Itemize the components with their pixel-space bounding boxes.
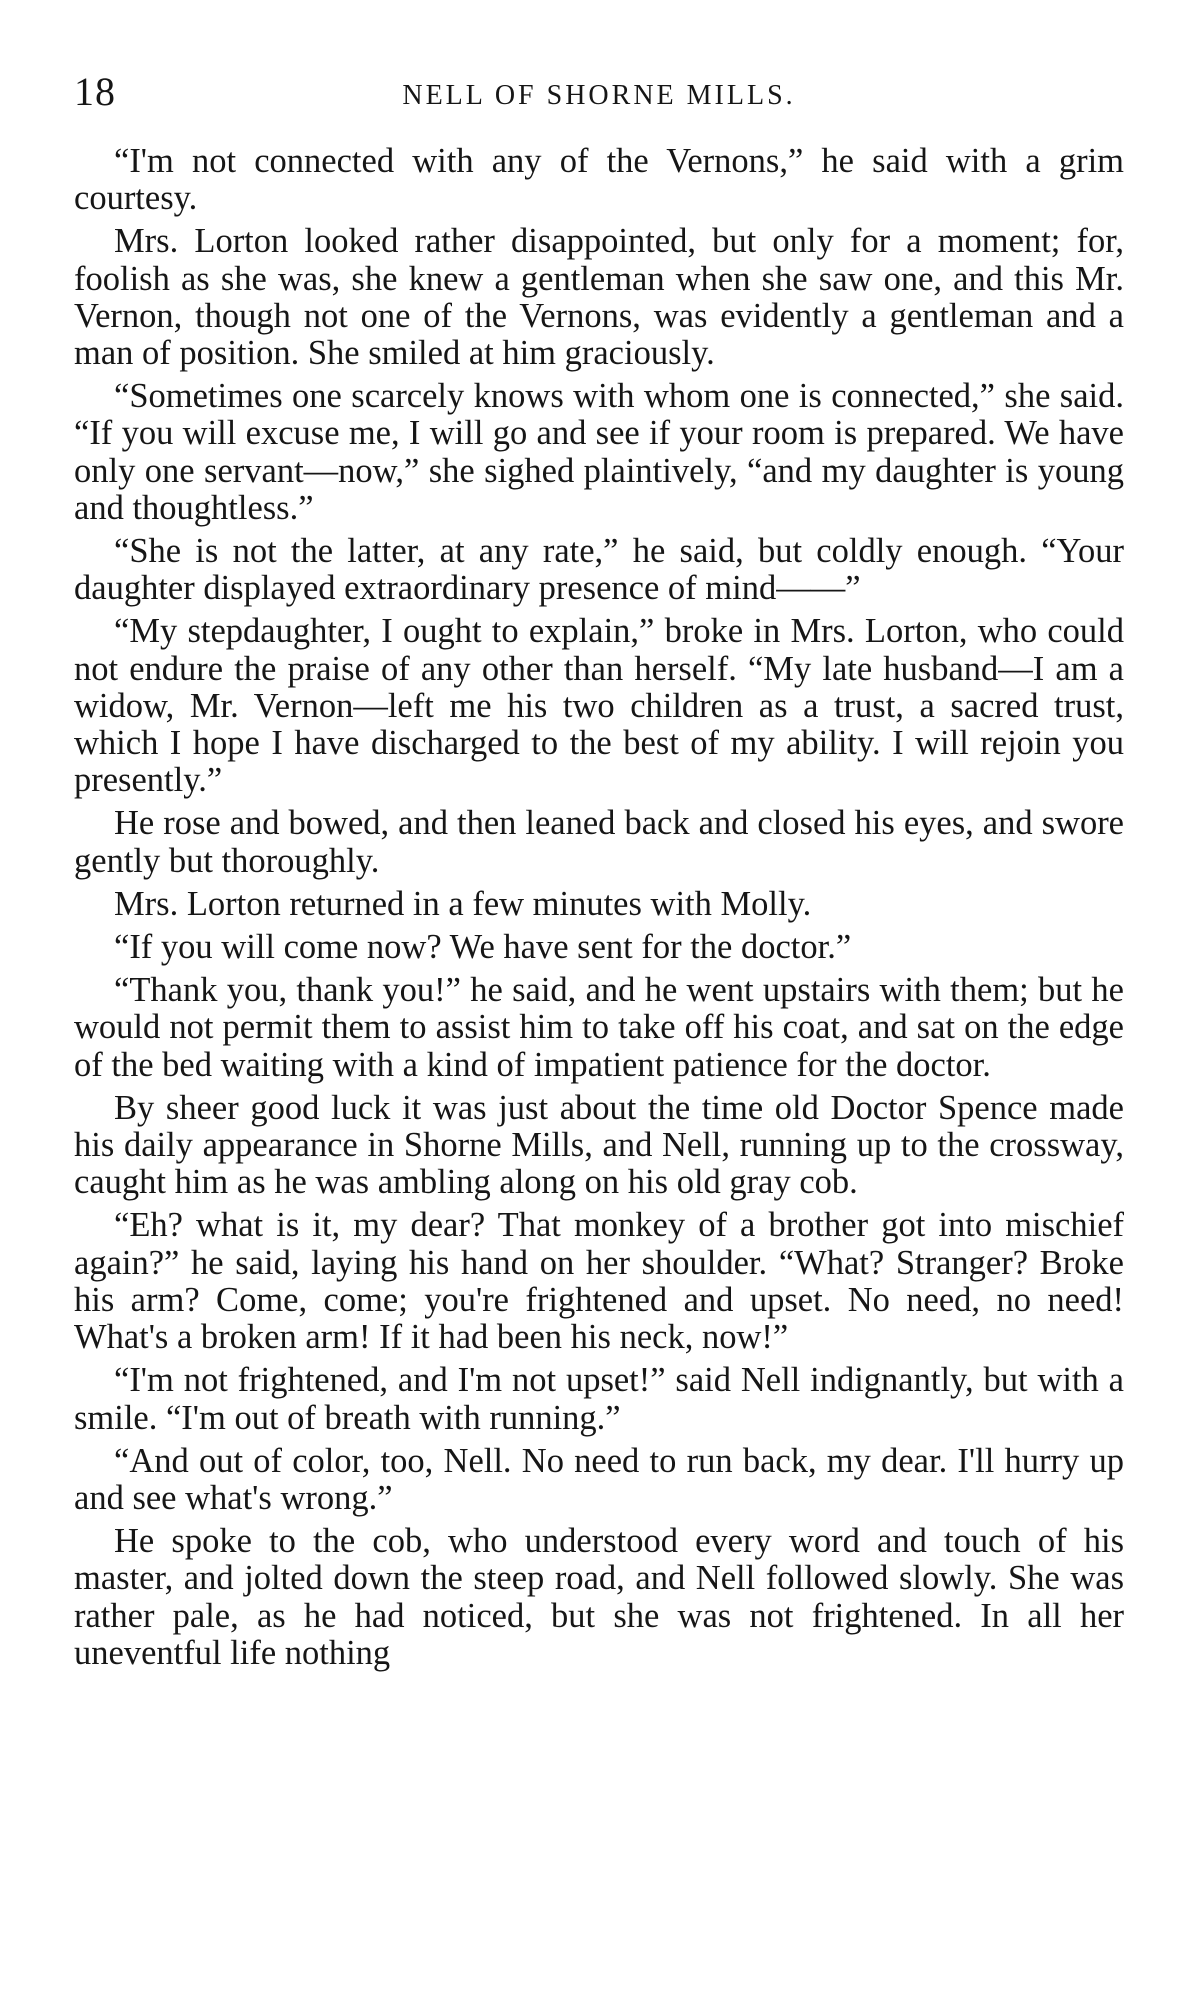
running-title: NELL OF SHORNE MILLS. [402,80,796,111]
paragraph: “Sometimes one scarcely knows with whom one is connected,” she said. “If you will excuse me, I will go and see if your room is prepared. We have only one servant—now,” she sighed plaintively, “and my daughter is young and thoughtless.” [74,377,1124,527]
page-number: 18 [74,69,116,114]
paragraph: Mrs. Lorton returned in a few minutes with Molly. [114,884,812,923]
paragraph: “And out of color, too, Nell. No need to run back, my dear. I'll hurry up and see what's wrong.” [74,1441,1124,1517]
paragraph: “Thank you, thank you!” he said, and he went upstairs with them; but he would not permit them to assist him to take off his coat, and sat on the edge of the bed waiting with a kind of impatient patience for the doctor. [74,971,1124,1084]
paragraph: “My stepdaughter, I ought to explain,” broke in Mrs. Lorton, who could not endure the praise of any other than herself. “My late husband—I am a widow, Mr. Vernon—left me his two children as a trust, a sacred trust, which I hope I have discharged to the best of my ability. I will rejoin you presently.” [74,612,1124,800]
body-text [74,143,1124,1678]
paragraph: “She is not the latter, at any rate,” he said, but coldly enough. “Your daughter displayed extraordinary presence of mind——” [74,532,1124,608]
paragraph: He rose and bowed, and then leaned back and closed his eyes, and swore gently but thoroughly. [74,804,1124,880]
paragraph: “Eh? what is it, my dear? That monkey of a brother got into mischief again?” he said, laying his hand on her shoulder. “What? Stranger? Broke his arm? Come, come; you're frightened and upset. No need, no need! What's a broken arm! If it had been his neck, now!” [74,1206,1124,1357]
page-header [74,68,1124,118]
paragraph: “If you will come now? We have sent for the doctor.” [114,928,852,967]
paragraph: By sheer good luck it was just about the time old Doctor Spence made his daily appearance in Shorne Mills, and Nell, running up to the crossway, caught him as he was ambling along on his old gray cob. [74,1088,1124,1202]
paragraph: “I'm not frightened, and I'm not upset!” said Nell indignantly, but with a smile. “I'm out of breath with running.” [74,1361,1124,1437]
paragraph: “I'm not connected with any of the Vernons,” he said with a grim courtesy. [74,142,1124,218]
paragraph: Mrs. Lorton looked rather disappointed, but only for a moment; for, foolish as she was, she knew a gentleman when she saw one, and this Mr. Vernon, though not one of the Vernons, was evidently a gentleman and a man of position. She smiled at him graciously. [74,222,1124,373]
paragraph: He spoke to the cob, who understood every word and touch of his master, and jolted down the steep road, and Nell followed slowly. She was rather pale, as he had noticed, but she was not frightened. In all her uneventful life nothing [74,1522,1124,1672]
